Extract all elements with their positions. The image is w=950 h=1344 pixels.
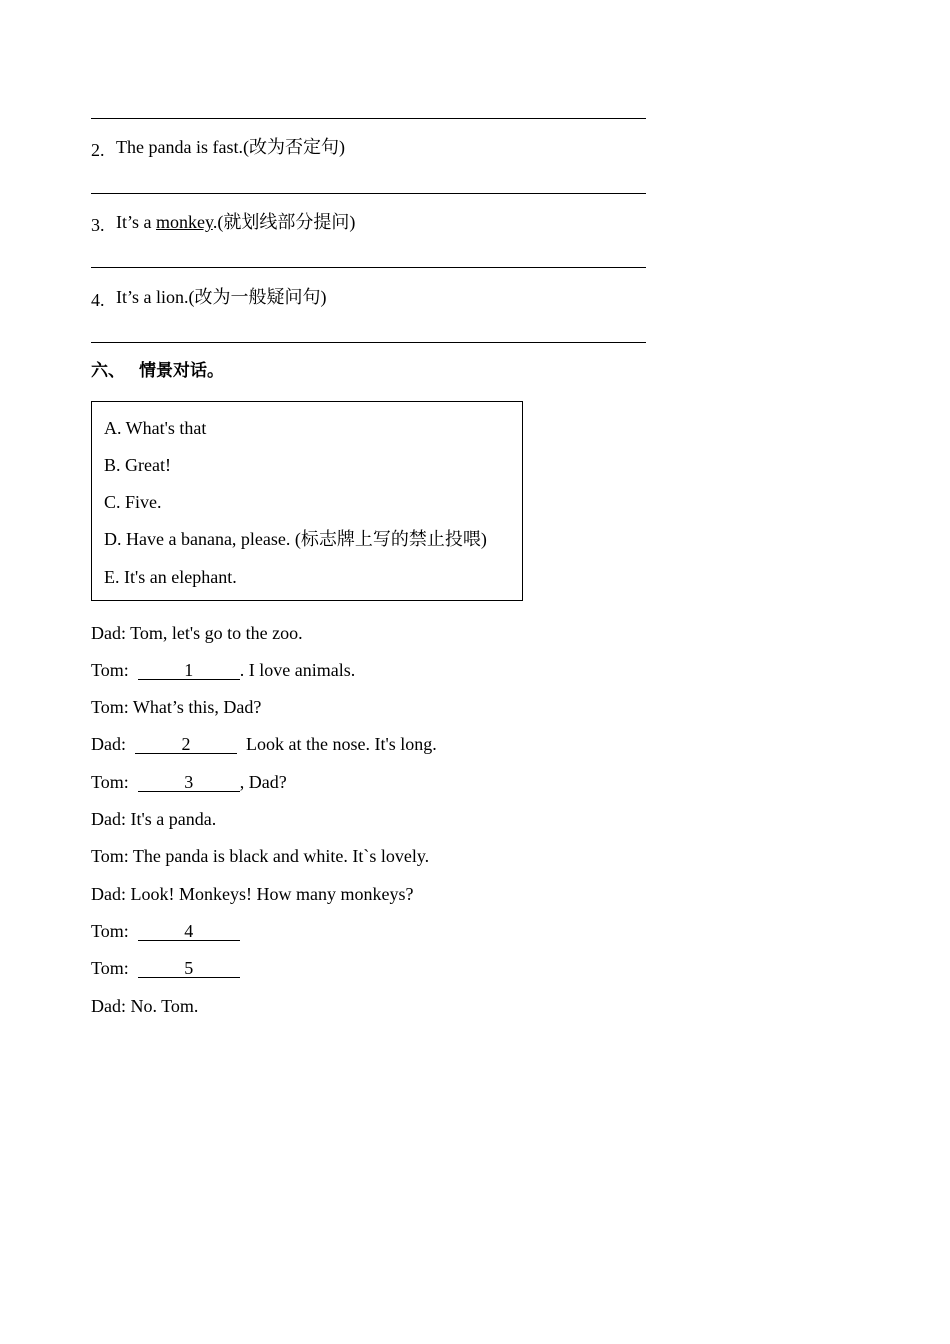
options-box bbox=[91, 401, 523, 601]
speaker: Tom: bbox=[91, 772, 129, 792]
section-number: 六、 bbox=[91, 361, 125, 381]
section-heading: 情景对话。 bbox=[139, 361, 224, 381]
speaker: Dad: bbox=[91, 734, 126, 754]
question-3 bbox=[91, 211, 355, 233]
blank-2[interactable]: 2 bbox=[135, 735, 237, 754]
dialogue-line bbox=[91, 808, 216, 830]
dialogue-line bbox=[91, 622, 303, 644]
question-2 bbox=[91, 136, 345, 158]
speaker: Dad: bbox=[91, 996, 126, 1016]
option-a: A. What's that bbox=[104, 418, 207, 438]
option-c: C. Five. bbox=[104, 492, 162, 512]
blank-3[interactable]: 3 bbox=[138, 773, 240, 792]
line-text bbox=[129, 958, 138, 978]
line-text-tail: . I love animals. bbox=[239, 660, 356, 680]
speaker: Dad: bbox=[91, 884, 126, 904]
line-text: It's a panda. bbox=[126, 809, 217, 829]
dialogue-line bbox=[91, 957, 240, 979]
option-e: E. It's an elephant. bbox=[104, 567, 237, 587]
speaker: Tom: bbox=[91, 697, 129, 717]
question-text-tail: .(就划线部分提问) bbox=[212, 212, 356, 232]
speaker: Dad: bbox=[91, 809, 126, 829]
dialogue-line bbox=[91, 659, 355, 681]
option-b: B. Great! bbox=[104, 455, 171, 475]
speaker: Tom: bbox=[91, 958, 129, 978]
answer-line-2[interactable] bbox=[91, 193, 646, 194]
dialogue-line bbox=[91, 845, 429, 867]
speaker: Tom: bbox=[91, 660, 129, 680]
answer-line-3[interactable] bbox=[91, 267, 646, 268]
line-text bbox=[126, 734, 135, 754]
line-text: Look! Monkeys! How many monkeys? bbox=[126, 884, 414, 904]
question-text: It’s a lion.(改为一般疑问句) bbox=[116, 287, 327, 307]
blank-1[interactable]: 1 bbox=[138, 661, 240, 680]
line-text bbox=[129, 660, 138, 680]
speaker: Tom: bbox=[91, 846, 129, 866]
section-title bbox=[91, 360, 224, 382]
dialogue-line bbox=[91, 733, 437, 755]
line-text-tail: Look at the nose. It's long. bbox=[237, 734, 437, 754]
dialogue-line bbox=[91, 995, 198, 1017]
line-text: No. Tom. bbox=[126, 996, 199, 1016]
speaker: Tom: bbox=[91, 921, 129, 941]
underlined-word: monkey bbox=[156, 212, 213, 232]
line-text bbox=[129, 772, 138, 792]
question-4 bbox=[91, 286, 326, 308]
question-number: 3. bbox=[91, 215, 105, 235]
line-text bbox=[129, 921, 138, 941]
question-text: It’s a bbox=[116, 212, 156, 232]
line-text: Tom, let's go to the zoo. bbox=[126, 623, 303, 643]
dialogue-line bbox=[91, 883, 413, 905]
line-text: The panda is black and white. It`s lovely. bbox=[128, 846, 430, 866]
question-number: 2. bbox=[91, 140, 105, 160]
line-text-tail: , Dad? bbox=[239, 772, 287, 792]
question-text: The panda is fast.(改为否定句) bbox=[116, 137, 345, 157]
question-number: 4. bbox=[91, 290, 105, 310]
dialogue-line bbox=[91, 696, 261, 718]
answer-line-4[interactable] bbox=[91, 342, 646, 343]
option-d: D. Have a banana, please. (标志牌上写的禁止投喂) bbox=[104, 529, 487, 549]
answer-line-1[interactable] bbox=[91, 118, 646, 119]
blank-5[interactable]: 5 bbox=[138, 959, 240, 978]
dialogue-line bbox=[91, 920, 240, 942]
blank-4[interactable]: 4 bbox=[138, 922, 240, 941]
line-text: What’s this, Dad? bbox=[128, 697, 262, 717]
dialogue-line bbox=[91, 771, 287, 793]
speaker: Dad: bbox=[91, 623, 126, 643]
